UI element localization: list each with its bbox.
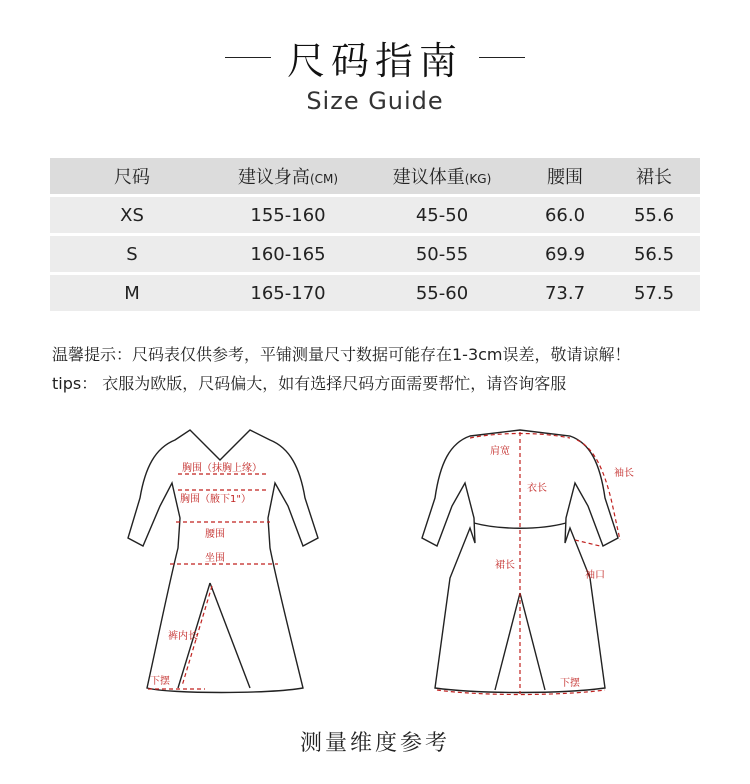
label-inseam: 裤内长: [168, 631, 198, 642]
header-weight-unit: (KG): [464, 172, 492, 186]
header-height: 建议身高(CM): [214, 158, 362, 194]
cell-length: 56.5: [608, 236, 700, 272]
table-row: [50, 275, 700, 311]
page-title: 尺码指南: [286, 39, 463, 83]
table-row: [50, 236, 700, 272]
label-skirt-length: 裙长: [495, 560, 515, 571]
cell-weight: 50-55: [362, 236, 522, 272]
cell-waist: 66.0: [522, 197, 608, 233]
cell-height: 165-170: [214, 275, 362, 311]
cell-height: 155-160: [214, 197, 362, 233]
cell-size: S: [50, 236, 214, 272]
label-hem-front: 下摆: [150, 676, 170, 687]
page-subtitle: Size Guide: [306, 87, 444, 115]
header-waist: 腰围: [522, 158, 608, 194]
front-dress-guides: [148, 474, 278, 689]
header-size: 尺码: [50, 158, 214, 194]
label-bust-upper: 胸围（抹胸上缘）: [182, 463, 262, 474]
label-cuff: 袖口: [585, 570, 605, 581]
cell-size: M: [50, 275, 214, 311]
label-bust-under: 胸围（腋下1"）: [180, 494, 251, 505]
measurement-diagram: [0, 418, 750, 718]
cell-size: XS: [50, 197, 214, 233]
note-tip-cn: 温馨提示：尺码表仅供参考，平铺测量尺寸数据可能存在1-3cm误差，敬请谅解！: [52, 345, 631, 364]
table-header-row: [50, 158, 700, 194]
cell-length: 55.6: [608, 197, 700, 233]
cell-weight: 55-60: [362, 275, 522, 311]
size-table: [50, 155, 700, 314]
back-dress-guides: [437, 432, 620, 695]
title-right-rule: [479, 57, 525, 58]
diagram-caption: 测量维度参考: [299, 731, 450, 756]
header-height-unit: (CM): [309, 172, 339, 186]
title-left-rule: [225, 57, 271, 58]
label-sleeve: 袖长: [614, 468, 634, 479]
table-row: [50, 197, 700, 233]
cell-weight: 45-50: [362, 197, 522, 233]
header: [0, 30, 750, 115]
title-row: [0, 30, 750, 85]
label-top-length: 衣长: [527, 483, 547, 494]
label-hip: 坐围: [205, 553, 225, 564]
cell-length: 57.5: [608, 275, 700, 311]
header-length: 裙长: [608, 158, 700, 194]
header-weight: 建议体重(KG): [362, 158, 522, 194]
cell-waist: 69.9: [522, 236, 608, 272]
note-tip-en: tips： 衣服为欧版，尺码偏大，如有选择尺码方面需要帮忙，请咨询客服: [52, 374, 567, 393]
label-waist: 腰围: [205, 529, 225, 540]
notes: [52, 340, 631, 398]
label-hem-back: 下摆: [560, 678, 580, 689]
cell-waist: 73.7: [522, 275, 608, 311]
label-shoulder: 肩宽: [490, 446, 510, 457]
cell-height: 160-165: [214, 236, 362, 272]
